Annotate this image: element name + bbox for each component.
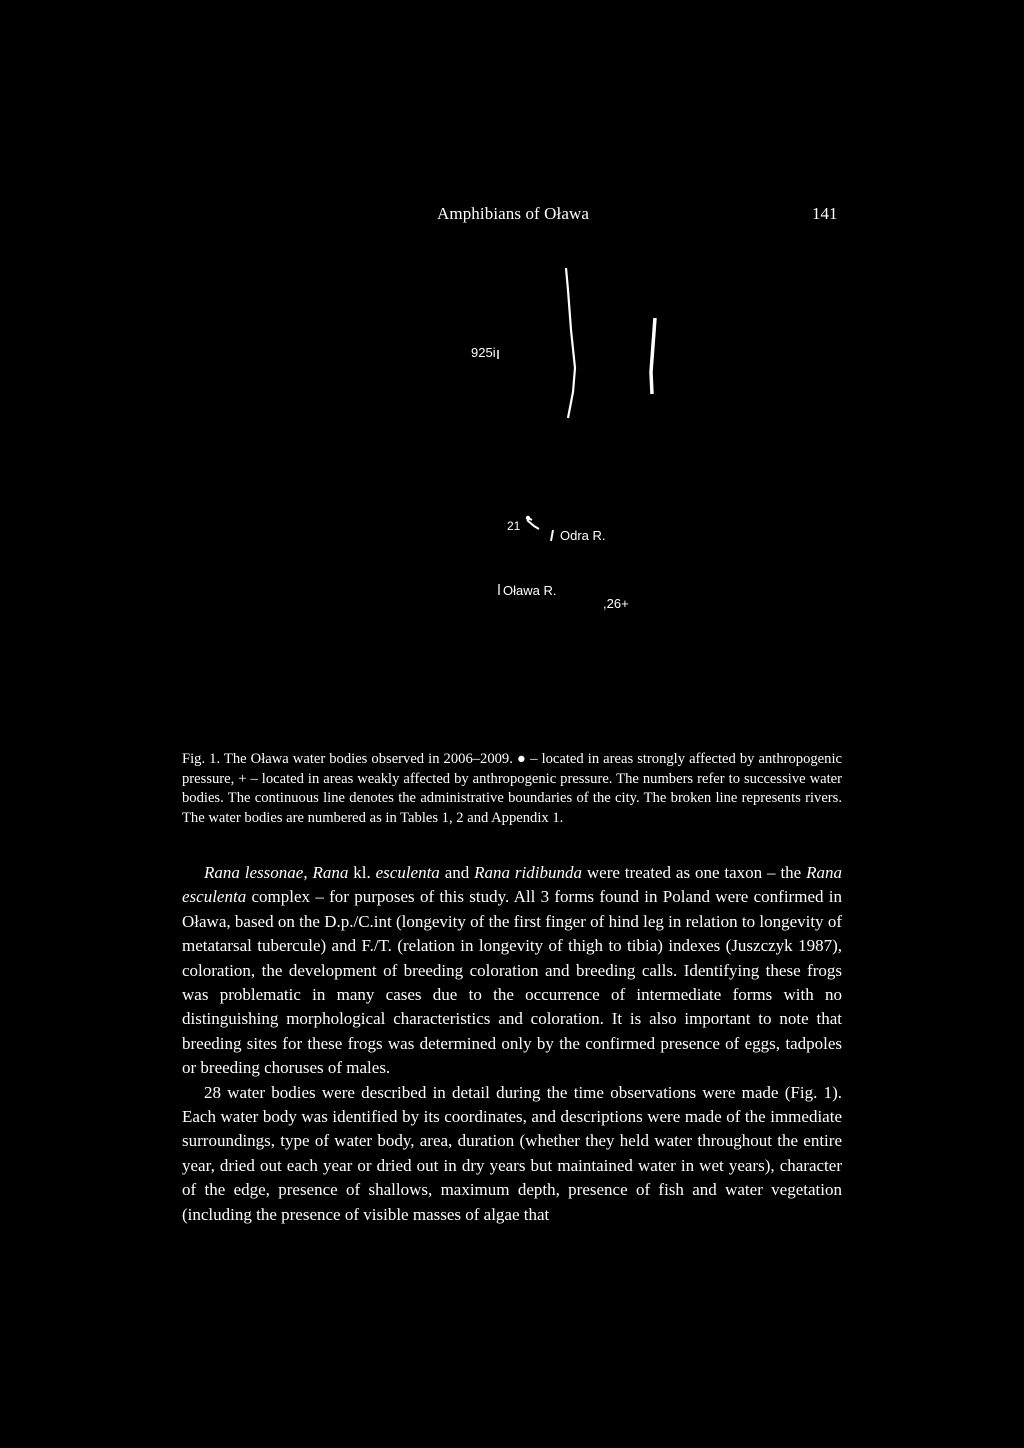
site-dot-21 (526, 516, 530, 520)
map-label-odra-river: Odra R. (560, 528, 606, 543)
river-line-left (566, 268, 575, 418)
species-name: Rana ridibunda (474, 863, 582, 882)
map-label-21: 21 (507, 519, 521, 533)
text-run: were treated as one taxon – the (581, 863, 807, 882)
page-number: 141 (812, 204, 838, 223)
boundary-line-right (651, 318, 655, 394)
map-label-26: ,26+ (603, 596, 629, 611)
paragraph-2: 28 water bodies were described in detail during the time observations were made (Fig. 1). Each water body was identified by its coordinates, and descriptions were made of the immediate surroundings, type of water body, area, duration (whether they held water throughout the entire year, dried out each year or dried out in dry years but maintained water in wet years), character of the edge, presence of shallows, maximum depth, presence of fish and water vegetation (including the presence of visible masses of algae that (182, 1082, 842, 1224)
species-name: Rana lessonae (204, 863, 304, 882)
body-text (182, 861, 842, 1227)
text-run: , (303, 863, 313, 882)
text-run: and (439, 863, 475, 882)
species-name: Rana esculenta (182, 863, 842, 907)
map-label-925: 925i (471, 345, 496, 360)
species-name: Rana (312, 863, 349, 882)
text-run: complex – for purposes of this study. All 3 forms found in Poland were confirmed in Oława, based on the D.p./C.int (longevity of the first finger of hind leg in relation to longevity of metatarsal tubercule) and F./T. (relation in longevity of thigh to tibia) indexes (Juszczyk 1987), coloration, the development of breeding coloration and breeding calls. Identifying these frogs was problematic in many cases due to the occurrence of intermediate forms with no distinguishing morphological characteristics and coloration. It is also important to note that breeding sites for these frogs was determined only by the confirmed presence of eggs, tadpoles or breeding choruses of males. (182, 887, 842, 1078)
figure-caption: Fig. 1. The Oława water bodies observed in 2006–2009. ● – located in areas strongly affected by anthropogenic pressure, + – located in areas weakly affected by anthropogenic pressure. The numbers refer to successive water bodies. The continuous line denotes the administrative boundaries of the city. The broken line represents rivers. The water bodies are numbered as in Tables 1, 2 and Appendix 1. (182, 751, 842, 826)
odra-tick (551, 530, 553, 541)
paragraph-1 (182, 861, 842, 1081)
map-label-olawa-river: Oława R. (503, 583, 557, 598)
species-name: esculenta (375, 863, 440, 882)
running-title: Amphibians of Oława (437, 204, 590, 223)
text-run: kl. (348, 863, 376, 882)
